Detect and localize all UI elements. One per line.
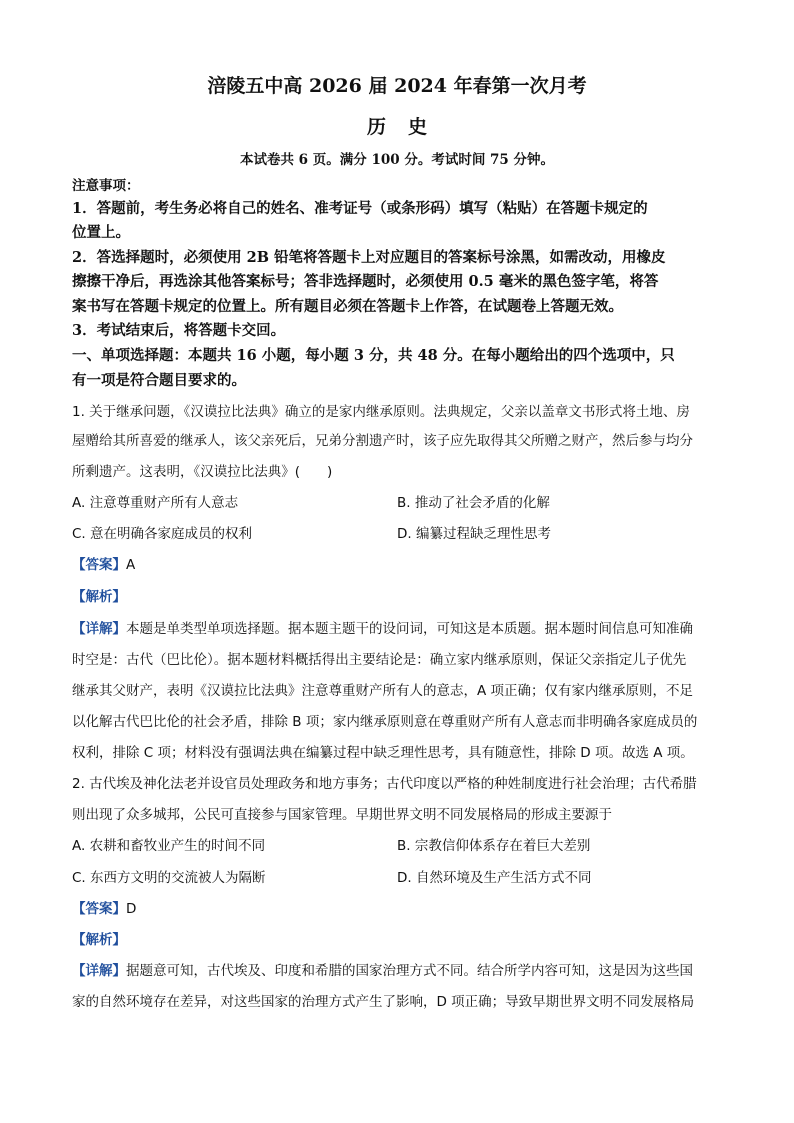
detail-line: 以化解古代巴比伦的社会矛盾，排除 B 项；家内继承原则意在尊重财产所有人意志而非明确各家庭成员的	[72, 714, 698, 730]
question-stem-line: 1. 关于继承问题，《汉谟拉比法典》确立的是家内继承原则。法典规定，父亲以盖章文书形式将土地、房	[72, 404, 690, 420]
detail-text: 本题是单类型单项选择题。据本题主题干的设问词，可知这是本质题。据本题时间信息可知准确	[126, 621, 693, 637]
section-heading: 一、单项选择题：本题共 16 小题，每小题 3 分，共 48 分。在每小题给出的四个选项中，只	[72, 347, 675, 364]
detail-label: 【详解】	[72, 621, 126, 637]
exam-info: 本试卷共 6 页。满分 100 分。考试时间 75 分钟。	[239, 152, 555, 168]
exam-title: 涪陵五中高 2026 届 2024 年春第一次月考	[207, 75, 587, 97]
notes-line: 案书写在答题卡规定的位置上。所有题目必须在答题卡上作答，在试题卷上答题无效。	[72, 298, 623, 315]
analysis-label-text: 【解析】	[72, 932, 126, 948]
answer-line	[72, 897, 732, 917]
answer-value: D	[126, 901, 137, 917]
notes-heading: 注意事项：	[72, 178, 140, 194]
detail-label: 【详解】	[72, 963, 126, 979]
option-b: B. 推动了社会矛盾的化解	[397, 495, 550, 511]
detail-line: 家的自然环境存在差异，对这些国家的治理方式产生了影响，D 项正确；导致早期世界文明不同发展格局	[72, 994, 695, 1010]
notes-line: 擦擦干净后，再选涂其他答案标号；答非选择题时，必须使用 0.5 毫米的黑色签字笔，将答	[72, 273, 659, 290]
detail-line	[72, 617, 732, 637]
subject-title: 历史	[366, 116, 449, 138]
analysis-label	[72, 928, 732, 948]
answer-value: A	[126, 557, 136, 573]
option-d: D. 编纂过程缺乏理性思考	[397, 526, 551, 542]
option-c: C. 意在明确各家庭成员的权利	[72, 526, 253, 542]
detail-line: 继承其父财产，表明《汉谟拉比法典》注意尊重财产所有人的意志，A 项正确；仅有家内继承原则，不足	[72, 683, 694, 699]
option-d: D. 自然环境及生产生活方式不同	[397, 870, 592, 886]
option-c: C. 东西方文明的交流被人为隔断	[72, 870, 266, 886]
detail-line: 权利，排除 C 项；材料没有强调法典在编纂过程中缺乏理性思考，具有随意性，排除 D 项。故选 A 项。	[72, 745, 694, 761]
section-heading: 有一项是符合题目要求的。	[72, 372, 246, 389]
answer-line	[72, 553, 732, 573]
answer-label: 【答案】	[72, 901, 126, 917]
notes-line: 2．答选择题时，必须使用 2B 铅笔将答题卡上对应题目的答案标号涂黑，如需改动，用橡皮	[72, 249, 666, 266]
question-stem-line: 屋赠给其所喜爱的继承人，该父亲死后，兄弟分割遗产时，该子应先取得其父所赠之财产，然后参与均分	[72, 433, 693, 449]
analysis-label	[72, 585, 732, 605]
notes-line: 1．答题前，考生务必将自己的姓名、准考证号（或条形码）填写（粘贴）在答题卡规定的	[72, 200, 648, 217]
question-stem-line: 2. 古代埃及神化法老并设官员处理政务和地方事务；古代印度以严格的种姓制度进行社会治理；古代希腊	[72, 776, 697, 792]
answer-label: 【答案】	[72, 557, 126, 573]
detail-line: 时空是：古代（巴比伦）。据本题材料概括得出主要结论是：确立家内继承原则，保证父亲指定儿子优先	[72, 652, 687, 668]
detail-text: 据题意可知，古代埃及、印度和希腊的国家治理方式不同。结合所学内容可知，这是因为这些国	[126, 963, 693, 979]
option-b: B. 宗教信仰体系存在着巨大差别	[397, 838, 591, 854]
analysis-label-text: 【解析】	[72, 589, 126, 605]
notes-line: 位置上。	[72, 224, 130, 241]
option-a: A. 农耕和畜牧业产生的时间不同	[72, 838, 266, 854]
question-stem-line: 所剩遗产。这表明，《汉谟拉比法典》( )	[72, 464, 333, 480]
notes-line: 3．考试结束后，将答题卡交回。	[72, 322, 286, 339]
question-stem-line: 则出现了众多城邦，公民可直接参与国家管理。早期世界文明不同发展格局的形成主要源于	[72, 807, 612, 823]
option-a: A. 注意尊重财产所有人意志	[72, 495, 239, 511]
detail-line	[72, 959, 732, 979]
